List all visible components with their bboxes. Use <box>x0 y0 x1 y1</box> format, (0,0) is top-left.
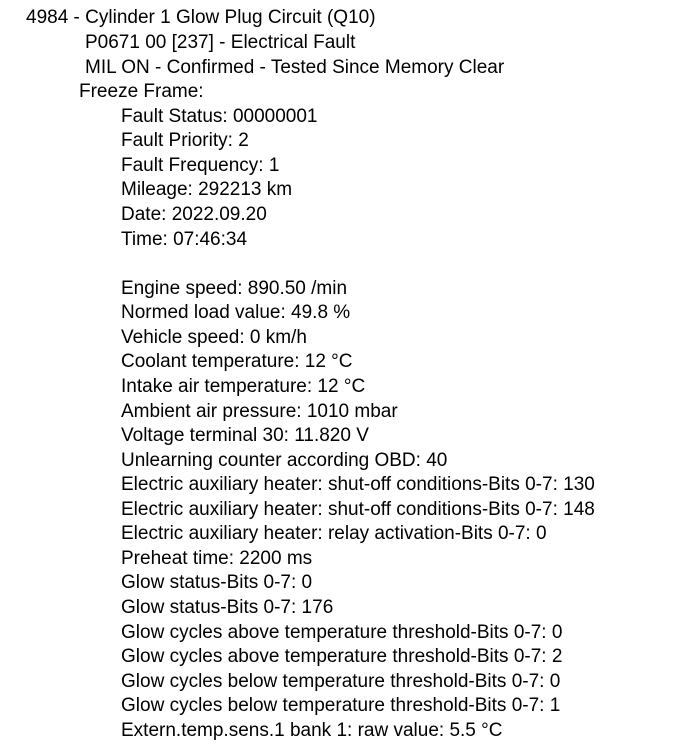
measurement-line: Glow cycles below temperature threshold-Bits 0-7: 0 <box>121 671 561 692</box>
measurement-line: Glow status-Bits 0-7: 176 <box>121 597 334 618</box>
fault-status: MIL ON - Confirmed - Tested Since Memory Clear <box>85 57 505 78</box>
measurement-line: Glow cycles below temperature threshold-Bits 0-7: 1 <box>121 695 561 716</box>
measurement-line: Extern.temp.sens.1 bank 1: raw value: 5.5 °C <box>121 720 503 741</box>
time-value: Time: 07:46:34 <box>121 229 248 250</box>
measurement-line: Electric auxiliary heater: shut-off conditions-Bits 0-7: 130 <box>121 474 595 495</box>
measurement-line: Glow cycles above temperature threshold-Bits 0-7: 0 <box>121 622 563 643</box>
fault-frequency-value: Fault Frequency: 1 <box>121 155 280 176</box>
measurement-line: Electric auxiliary heater: shut-off conditions-Bits 0-7: 148 <box>121 499 595 520</box>
date-value: Date: 2022.09.20 <box>121 204 267 225</box>
fault-title: 4984 - Cylinder 1 Glow Plug Circuit (Q10) <box>26 7 376 28</box>
freeze-frame-heading: Freeze Frame: <box>79 81 204 102</box>
measurement-line: Glow cycles above temperature threshold-Bits 0-7: 2 <box>121 646 563 667</box>
measurement-line: Coolant temperature: 12 °C <box>121 351 353 372</box>
measurement-line: Intake air temperature: 12 °C <box>121 376 366 397</box>
measurement-line: Ambient air pressure: 1010 mbar <box>121 401 398 422</box>
measurement-line: Engine speed: 890.50 /min <box>121 278 348 299</box>
measurement-line: Glow status-Bits 0-7: 0 <box>121 572 313 593</box>
measurement-line: Electric auxiliary heater: relay activation-Bits 0-7: 0 <box>121 523 547 544</box>
measurement-line: Voltage terminal 30: 11.820 V <box>121 425 369 446</box>
measurement-line: Vehicle speed: 0 km/h <box>121 327 307 348</box>
measurement-line: Normed load value: 49.8 % <box>121 302 351 323</box>
measurement-line: Preheat time: 2200 ms <box>121 548 313 569</box>
fault-code: P0671 00 [237] - Electrical Fault <box>85 32 356 53</box>
measurement-line: Unlearning counter according OBD: 40 <box>121 450 448 471</box>
fault-status-value: Fault Status: 00000001 <box>121 106 318 127</box>
fault-priority-value: Fault Priority: 2 <box>121 130 249 151</box>
mileage-value: Mileage: 292213 km <box>121 179 293 200</box>
